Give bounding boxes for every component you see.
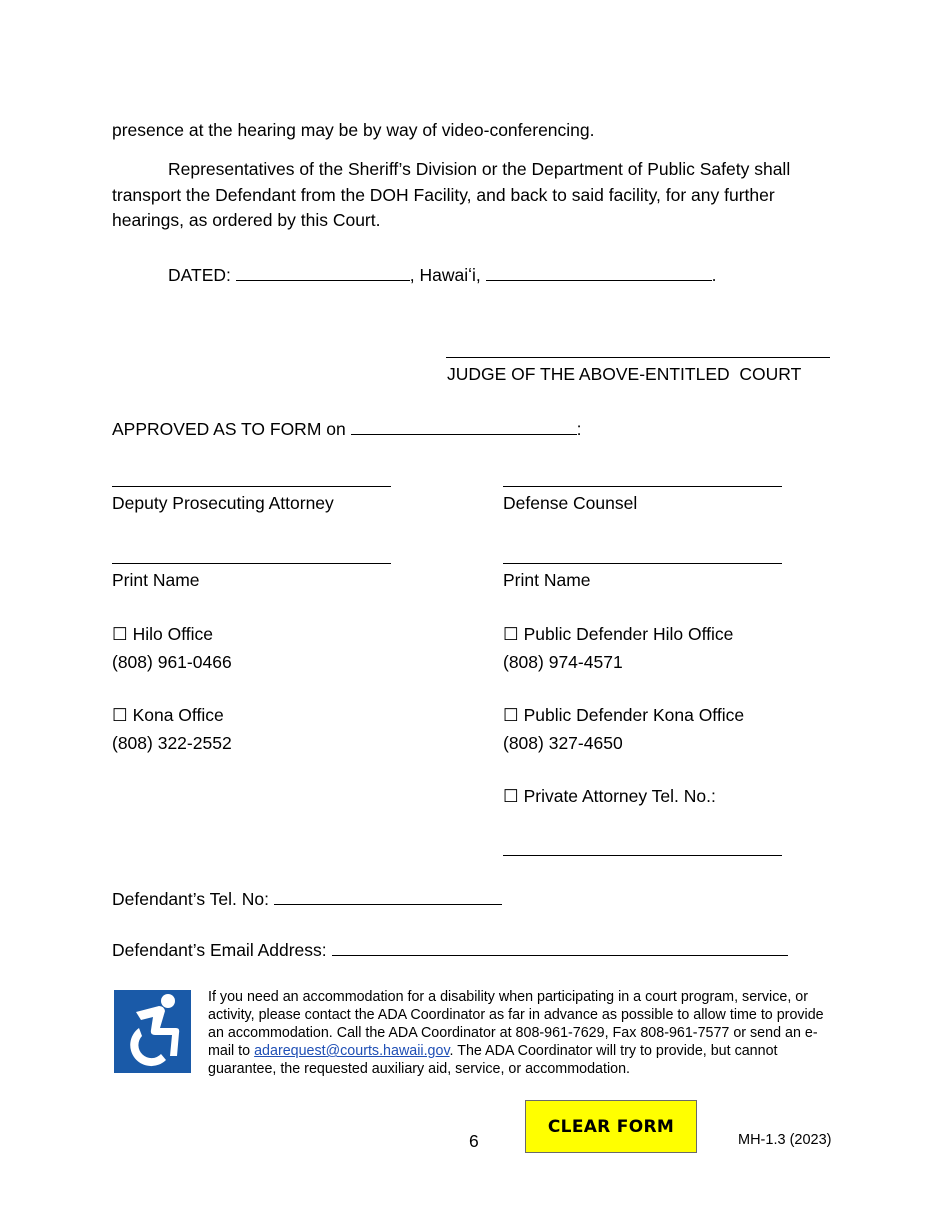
dated-date-field[interactable] [236, 264, 410, 281]
pd-hilo-option [503, 626, 733, 644]
dated-year-field[interactable] [486, 264, 712, 281]
body-line-1: presence at the hearing may be by way of video-conferencing. [112, 120, 595, 140]
ada-notice-text-1: If you need an accommodation for a disability when participating in a court program, service, or activity, please contact the ADA Coordinator as far in advance as possible to allow time to provide an accommodation. Call the ADA Coordinator at 808-961-7629, Fax 808-961-7577 or send an e-mail to [208, 989, 824, 1059]
page-number: 6 [469, 1131, 479, 1151]
dated-end: . [711, 265, 717, 285]
clear-form-button[interactable]: CLEAR FORM [525, 1100, 697, 1153]
dated-row [168, 264, 717, 285]
pd-hilo-checkbox[interactable]: ☐ [503, 624, 519, 644]
judge-label: JUDGE OF THE ABOVE-ENTITLED COURT [447, 364, 802, 384]
defense-title: Defense Counsel [503, 493, 638, 513]
hilo-office-label: Hilo Office [132, 624, 213, 644]
hilo-office-phone: (808) 961-0466 [112, 652, 232, 672]
pd-kona-label: Public Defender Kona Office [523, 705, 745, 725]
dated-label: DATED: [168, 265, 231, 285]
prosecutor-signature-line[interactable] [112, 486, 391, 487]
kona-office-checkbox[interactable]: ☐ [112, 705, 128, 725]
ada-email-link[interactable]: adarequest@courts.hawaii.gov [254, 1043, 450, 1059]
ada-notice [208, 988, 828, 1078]
defendant-email-field[interactable] [332, 939, 788, 956]
judge-signature-line[interactable] [446, 357, 830, 358]
hilo-office-option [112, 626, 213, 644]
kona-office-phone: (808) 322-2552 [112, 733, 232, 753]
accessibility-icon [114, 990, 191, 1073]
form-id: MH-1.3 (2023) [738, 1132, 832, 1148]
prosecutor-print-name-label: Print Name [112, 570, 200, 590]
body-paragraph-line-1: Representatives of the Sheriff’s Division or the Department of Public Safety shall [168, 159, 791, 179]
defendant-tel-row [112, 888, 502, 909]
defendant-tel-field[interactable] [274, 888, 502, 905]
defendant-email-label: Defendant’s Email Address: [112, 940, 327, 960]
prosecutor-print-name-line[interactable] [112, 563, 391, 564]
approved-label: APPROVED AS TO FORM on [112, 419, 346, 439]
hilo-office-checkbox[interactable]: ☐ [112, 624, 128, 644]
kona-office-label: Kona Office [132, 705, 224, 725]
defense-signature-line[interactable] [503, 486, 782, 487]
private-attorney-phone-line[interactable] [503, 855, 782, 856]
kona-office-option [112, 707, 224, 725]
private-attorney-label: Private Attorney Tel. No.: [523, 786, 716, 806]
approved-date-field[interactable] [351, 418, 577, 435]
approved-end: : [576, 419, 582, 439]
defendant-email-row [112, 939, 788, 960]
defense-print-name-line[interactable] [503, 563, 782, 564]
pd-kona-option [503, 707, 744, 725]
ada-notice-text-2: . The ADA Coordinator will try to provide, but cannot guarantee, the requested auxiliary aid, service, or accommodation. [208, 1043, 778, 1077]
pd-hilo-phone: (808) 974-4571 [503, 652, 623, 672]
defendant-tel-label: Defendant’s Tel. No: [112, 889, 269, 909]
defense-print-name-label: Print Name [503, 570, 591, 590]
prosecutor-title: Deputy Prosecuting Attorney [112, 493, 334, 513]
body-paragraph-line-3: hearings, as ordered by this Court. [112, 210, 381, 230]
pd-hilo-label: Public Defender Hilo Office [523, 624, 734, 644]
private-attorney-checkbox[interactable]: ☐ [503, 786, 519, 806]
private-attorney-option [503, 788, 716, 806]
approved-row [112, 418, 581, 439]
body-paragraph-line-2: transport the Defendant from the DOH Facility, and back to said facility, for any further [112, 185, 775, 205]
pd-kona-checkbox[interactable]: ☐ [503, 705, 519, 725]
dated-place: , Hawaiʻi, [409, 265, 481, 285]
pd-kona-phone: (808) 327-4650 [503, 733, 623, 753]
